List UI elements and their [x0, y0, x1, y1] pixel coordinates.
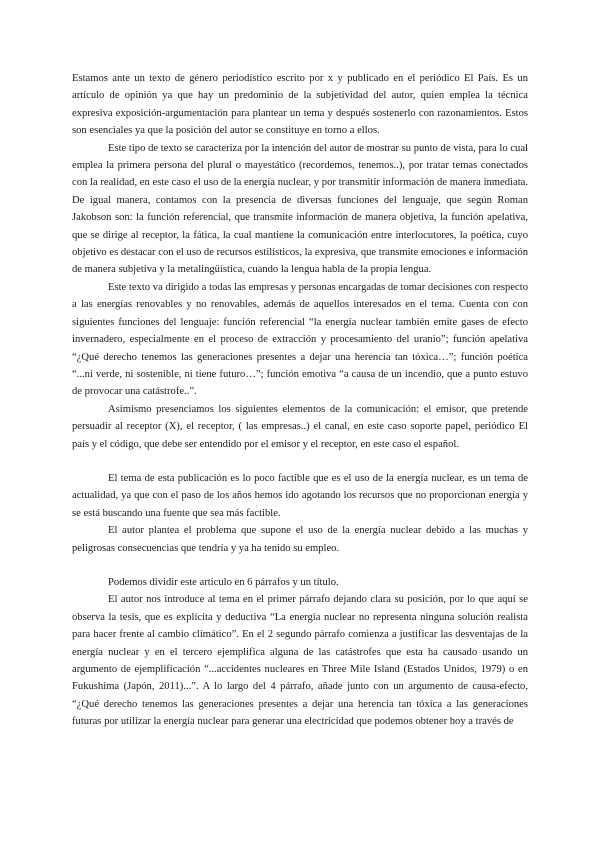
paragraph-text-type: Este tipo de texto se caracteriza por la intención del autor de mostrar su punto de vista, para lo cual emplea la primera persona del plural o mayestático (recordemos, tenemos..), por tratar temas conectados con la realidad, en este caso el uso de la energía nuclear, y por transmitir información de manera inmediata. De igual manera, contamos con la presencia de diversas funciones del lenguaje, que según Roman Jakobson son: la función referencial, que transmite información de manera objetiva, la función apelativa, que se dirige al receptor, la fática, la cual mantiene la comunicación entre interlocutores, la poética, cuyo objetivo es destacar con el uso de recursos estilísticos, la expresiva, que transmite emociones e información de manera subjetiva y la metalingüística, cuando la lengua habla de la propia lengua. [72, 142, 528, 276]
paragraph-audience-functions: Este texto va dirigido a todas las empresas y personas encargadas de tomar decisiones con respecto a las energías renovables y no renovables, además de aquellos interesados en el tema. Cuenta con con siguientes funciones del lenguaje: función referencial “la energía nuclear también emite gases de efecto invernadero, especialmente en el proceso de extracción y procesamiento del uranio”; función apelativa “¿Qué derecho tenemos las generaciones presentes a dejar una herencia tan tóxica…”; función poética “...ni verde, ni sostenible, ni tiene futuro…”; función emotiva “a causa de un incendio, que a punto estuvo de provocar una catástrofe..”. [72, 281, 528, 398]
paragraph-structure: Podemos dividir este artículo en 6 párrafos y un título. [108, 576, 339, 588]
paragraph-theme: El tema de esta publicación es lo poco factible que es el uso de la energía nuclear, es un tema de actualidad, ya que con el paso de los años hemos ido agotando los recursos que no proporcionan energía y se está buscando una fuente que sea más factible. [72, 472, 528, 519]
paragraph-analysis: El autor nos introduce al tema en el primer párrafo dejando clara su posición, por lo que aquí se observa la tesis, que es explícita y deductiva “La energía nuclear no representa ninguna solución realista para hacer frente al cambio climático”. En el 2 segundo párrafo comienza a justificar las desventajas de la energía nuclear y en el tercero ejemplifica alguna de las catástrofes que esta ha causado usando un argumento de ejemplificación “...accidentes nucleares en Three Mile Island (Estados Unidos, 1979) o en Fukushima (Japón, 2011)...”. A lo largo del 4 párrafo, añade junto con un argumento de causa-efecto, “¿Qué derecho tenemos las generaciones presentes a dejar una herencia tan tóxica a las generaciones futuras por utilizar la energía nuclear para generar una electricidad que podemos obtener hoy a través de [72, 594, 528, 728]
paragraph-intro: Estamos ante un texto de género periodístico escrito por x y publicado en el periódico El País. Es un artículo de opinión ya que hay un predominio de la subjetividad del autor, quien emplea la técnica expresiva exposición-argumentación para plantear un tema y después sostenerlo con razonamientos. Estos son esenciales ya que la posición del autor se constituye en torno a ellos. [72, 73, 528, 137]
paragraph-communication-elements: Asimismo presenciamos los siguientes elementos de la comunicación: el emisor, que pretende persuadir al receptor (X), el receptor, ( las empresas..) el canal, en este caso soporte papel, periódico El país y el código, que debe ser entendido por el emisor y el receptor, en este caso el español. [72, 403, 528, 450]
document-page [72, 70, 528, 731]
paragraph-spacer [72, 453, 528, 470]
paragraph-spacer [72, 557, 528, 574]
paragraph-problem: El autor plantea el problema que supone el uso de la energía nuclear debido a las muchas y peligrosas consecuencias que tendría y ya ha tenido su empleo. [72, 525, 528, 554]
